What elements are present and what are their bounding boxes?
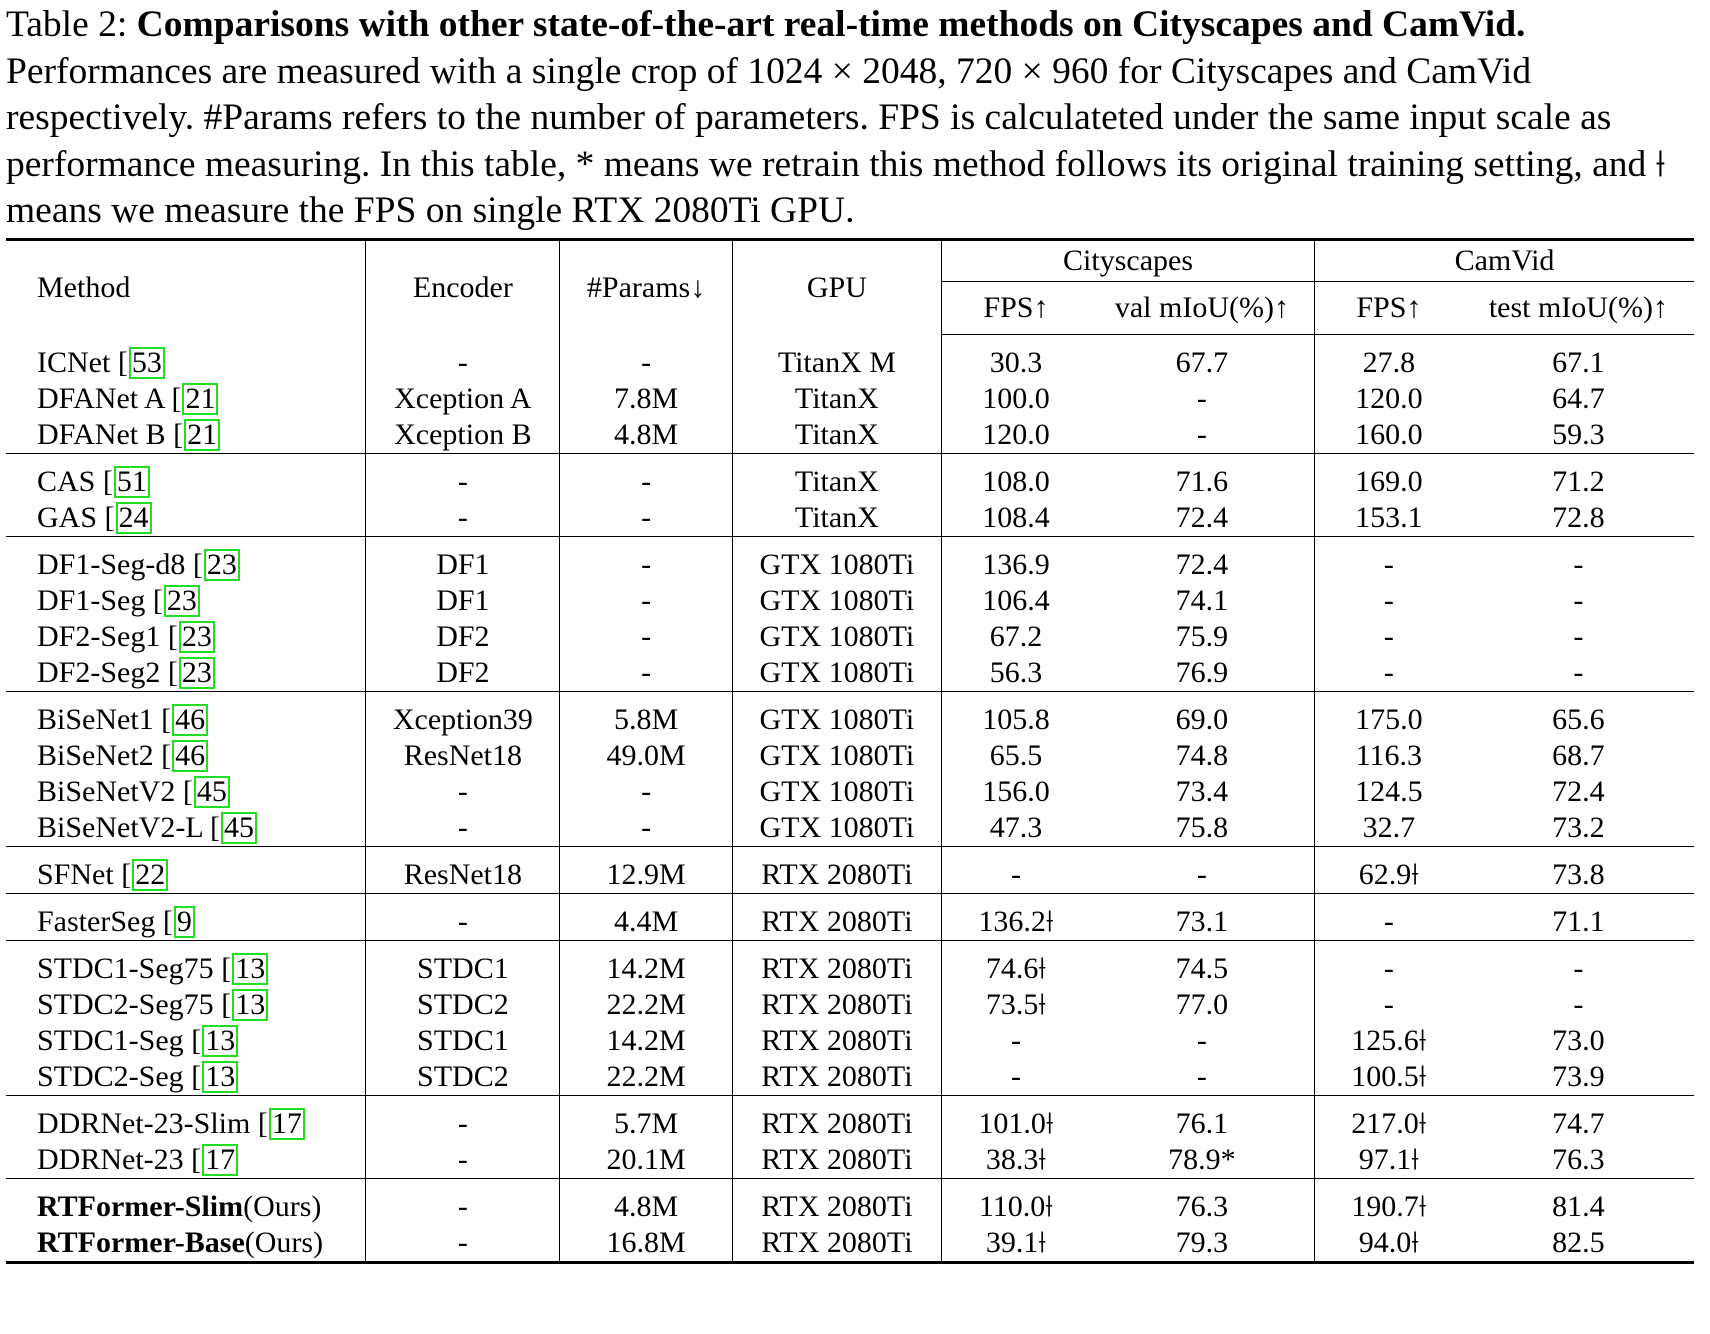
cell-encoder: - (366, 1142, 560, 1179)
cell-gpu: RTX 2080Ti (732, 1059, 941, 1096)
cell-encoder: DF1 (366, 583, 560, 619)
cell-city-fps: 56.3 (942, 655, 1090, 692)
cell-city-miou: 74.1 (1090, 583, 1315, 619)
cell-city-fps: 110.0⟊ (978, 1190, 1053, 1223)
table-row (6, 987, 1694, 1023)
table-body (6, 335, 1694, 1263)
cell-city-miou: 77.0 (1090, 987, 1315, 1023)
cell-method: DF2-Seg1 [ 23 (6, 619, 366, 655)
table-caption (6, 2, 1706, 235)
method-name: STDC1-Seg75 (37, 952, 214, 985)
table-row (6, 335, 1694, 382)
cell-encoder: DF2 (366, 619, 560, 655)
cell-cam-fps: 62.9⟊ (1314, 847, 1462, 894)
cell-city-fps: 30.3 (989, 346, 1043, 379)
cell-params: 22.2M (560, 987, 732, 1023)
cell-params: - (560, 619, 732, 655)
cell-params: 49.0M (560, 738, 732, 774)
cell-city-miou: 76.1 (1090, 1096, 1315, 1143)
cell-encoder: - (366, 500, 560, 537)
cell-method: DDRNet-23 [ 17 (6, 1142, 366, 1179)
cell-city-fps: 100.0 (982, 382, 1050, 415)
cell-city-fps: 73.5⟊ (985, 988, 1047, 1021)
cell-city-miou: - (1090, 1023, 1315, 1059)
table-row (6, 1059, 1694, 1096)
cell-cam-fps: 160.0 (1314, 417, 1462, 454)
table-row (6, 1096, 1694, 1143)
cell-city-fps: 136.9 (982, 548, 1050, 581)
cell-cam-fps: 175.0 (1355, 703, 1423, 736)
cell-gpu: TitanX (732, 500, 941, 537)
cell-params: 22.2M (560, 1059, 732, 1096)
citation-link[interactable]: 23 (164, 585, 200, 617)
method-name: DFANet B (37, 418, 166, 451)
cell-encoder: - (366, 1179, 560, 1226)
cell-encoder: - (366, 1225, 560, 1263)
cell-encoder: STDC2 (366, 987, 560, 1023)
cell-params: 7.8M (560, 381, 732, 417)
citation-link[interactable]: 51 (114, 466, 150, 498)
cell-method: BiSeNetV2-L [ 45 (6, 810, 366, 847)
table-row (6, 692, 1694, 739)
cell-city-miou: - (1090, 381, 1315, 417)
cell-gpu: GTX 1080Ti (732, 810, 941, 847)
cell-cam-fps: 125.6⟊ (1351, 1024, 1427, 1057)
cell-encoder: Xception B (366, 417, 560, 454)
cell-params: 12.9M (560, 847, 732, 894)
citation-link[interactable]: 22 (132, 859, 168, 891)
cell-cam-miou: - (1573, 620, 1584, 653)
cell-city-fps: 108.4 (942, 500, 1090, 537)
cell-cam-fps: - (1314, 655, 1462, 692)
cell-cam-miou: 73.9 (1463, 1059, 1694, 1096)
citation-link[interactable]: 21 (184, 419, 220, 451)
cell-city-miou: 76.3 (1090, 1179, 1315, 1226)
cell-city-fps: - (1010, 1024, 1021, 1057)
cell-encoder: - (366, 894, 560, 941)
cell-cam-miou: - (1463, 655, 1694, 692)
cell-cam-fps: 190.7⟊ (1351, 1190, 1427, 1223)
cell-params: - (560, 537, 732, 584)
header-city-fps: FPS↑ (942, 282, 1090, 335)
cell-gpu: TitanX (732, 454, 941, 501)
cell-gpu: GTX 1080Ti (732, 537, 941, 584)
method-name: RTFormer-Slim (37, 1190, 244, 1223)
cell-encoder: Xception39 (366, 692, 560, 739)
cell-gpu: RTX 2080Ti (732, 894, 941, 941)
cell-gpu: GTX 1080Ti (732, 583, 941, 619)
cell-cam-fps: 32.7 (1314, 810, 1462, 847)
table-row (6, 1142, 1694, 1179)
cell-city-fps: 47.3 (942, 810, 1090, 847)
cell-city-fps: 65.5 (989, 739, 1043, 772)
cell-cam-miou: 59.3 (1463, 417, 1694, 454)
cell-gpu: RTX 2080Ti (732, 847, 941, 894)
table-row (6, 619, 1694, 655)
cell-method: DFANet A [ 21 (6, 381, 366, 417)
cell-city-fps: 156.0 (982, 775, 1050, 808)
citation-link[interactable]: 17 (269, 1108, 305, 1140)
method-name: FasterSeg (37, 905, 156, 938)
cell-gpu: RTX 2080Ti (732, 1142, 941, 1179)
table-header (6, 240, 1694, 335)
table-row (6, 417, 1694, 454)
cell-city-miou: 73.4 (1090, 774, 1315, 810)
cell-city-miou: 78.9* (1090, 1142, 1315, 1179)
cell-params: 4.8M (560, 1179, 732, 1226)
table-row (6, 847, 1694, 894)
header-gpu: GPU (732, 240, 941, 335)
cell-cam-miou: 81.4 (1552, 1190, 1605, 1223)
cell-city-fps: 108.0 (982, 465, 1050, 498)
cell-method: DF1-Seg-d8 [ 23 (6, 537, 366, 584)
table-row (6, 941, 1694, 988)
method-name: STDC2-Seg75 (37, 988, 214, 1021)
cell-params: 20.1M (560, 1142, 732, 1179)
table-row (6, 774, 1694, 810)
cell-city-fps: 67.2 (989, 620, 1043, 653)
cell-cam-miou: 73.8 (1463, 847, 1694, 894)
cell-method: ICNet [ 53 (6, 335, 366, 382)
cell-city-fps: 136.2⟊ (942, 894, 1090, 941)
cell-cam-miou: 67.1 (1552, 346, 1605, 379)
cell-gpu: RTX 2080Ti (732, 1023, 941, 1059)
cell-cam-miou: 72.4 (1552, 775, 1605, 808)
cell-cam-miou: - (1573, 988, 1584, 1021)
cell-city-fps: 38.3⟊ (942, 1142, 1090, 1179)
cell-gpu: RTX 2080Ti (732, 1096, 941, 1143)
cell-method: STDC1-Seg [ 13 (6, 1023, 366, 1059)
citation-link[interactable]: 13 (202, 1025, 238, 1057)
citation-link[interactable]: 46 (172, 740, 208, 772)
cell-params: 14.2M (560, 941, 732, 988)
cell-cam-fps: 153.1 (1314, 500, 1462, 537)
cell-gpu: GTX 1080Ti (732, 619, 941, 655)
cell-city-fps: 106.4 (982, 584, 1050, 617)
method-name: DF2-Seg2 (37, 656, 161, 689)
cell-gpu: RTX 2080Ti (732, 1179, 941, 1226)
citation-link[interactable]: 53 (129, 347, 165, 379)
cell-params: 5.8M (560, 692, 732, 739)
citation-link[interactable]: 45 (194, 776, 230, 808)
citation-link[interactable]: 13 (232, 989, 268, 1021)
cell-method: FasterSeg [ 9 (6, 894, 366, 941)
cell-encoder: DF2 (366, 655, 560, 692)
cell-encoder: - (366, 774, 560, 810)
cell-params: - (560, 500, 732, 537)
citation-link[interactable]: 13 (232, 953, 268, 985)
header-encoder: Encoder (366, 240, 560, 335)
method-name: DF2-Seg1 (37, 620, 161, 653)
header-city-miou: val mIoU(%)↑ (1090, 282, 1315, 335)
cell-cam-fps: 97.1⟊ (1314, 1142, 1462, 1179)
cell-gpu: GTX 1080Ti (732, 655, 941, 692)
cell-method (6, 1225, 366, 1263)
cell-city-miou: - (1090, 417, 1315, 454)
method-name: SFNet (37, 858, 114, 891)
citation-link[interactable]: 13 (202, 1061, 238, 1093)
cell-cam-fps: - (1383, 988, 1394, 1021)
cell-params: - (560, 655, 732, 692)
cell-city-miou: 76.9 (1090, 655, 1315, 692)
cell-encoder: ResNet18 (366, 847, 560, 894)
table-row (6, 1225, 1694, 1263)
cell-cam-fps: - (1383, 548, 1394, 581)
table-row (6, 537, 1694, 584)
caption-label: Table 2: (6, 4, 128, 45)
table-row (6, 1023, 1694, 1059)
cell-encoder: STDC2 (366, 1059, 560, 1096)
citation-link[interactable]: 9 (174, 906, 195, 938)
cell-encoder: ResNet18 (366, 738, 560, 774)
cell-cam-fps: 116.3 (1355, 739, 1423, 772)
method-name: DDRNet-23 (37, 1143, 184, 1176)
cell-method: GAS [ 24 (6, 500, 366, 537)
cell-gpu: TitanX (732, 381, 941, 417)
cell-encoder: Xception A (366, 381, 560, 417)
cell-cam-miou: 73.2 (1463, 810, 1694, 847)
cell-method: STDC2-Seg75 [ 13 (6, 987, 366, 1023)
table-row (6, 894, 1694, 941)
cell-method: DDRNet-23-Slim [ 17 (6, 1096, 366, 1143)
cell-params: 14.2M (560, 1023, 732, 1059)
caption-body: Performances are measured with a single crop of 1024 × 2048, 720 × 960 for Cityscapes and CamVid respectively. #Params refers to the number of parameters. FPS is calculateted under the same input scale as performance measuring. In this table, * means we retrain this method follows its original training setting, and ⟊ means we measure the FPS on single RTX 2080Ti GPU. (6, 50, 1666, 231)
cell-gpu: TitanX M (732, 335, 941, 382)
cell-city-fps: 120.0 (942, 417, 1090, 454)
cell-city-fps: 74.6⟊ (985, 952, 1047, 985)
table-row (6, 381, 1694, 417)
header-cam-miou: test mIoU(%)↑ (1463, 282, 1694, 335)
cell-encoder: STDC1 (366, 941, 560, 988)
cell-cam-fps: - (1383, 584, 1394, 617)
method-name: BiSeNet1 (37, 703, 154, 736)
cell-city-miou: 72.4 (1090, 537, 1315, 584)
cell-city-fps: 101.0⟊ (978, 1107, 1054, 1140)
table-row (6, 810, 1694, 847)
cell-params: 5.7M (560, 1096, 732, 1143)
cell-gpu: GTX 1080Ti (732, 738, 941, 774)
citation-link[interactable]: 23 (179, 657, 215, 689)
cell-encoder: STDC1 (366, 1023, 560, 1059)
header-params: #Params↓ (560, 240, 732, 335)
cell-cam-fps: 27.8 (1362, 346, 1416, 379)
method-name: DF1-Seg (37, 584, 146, 617)
cell-city-miou: 79.3 (1090, 1225, 1315, 1263)
header-camvid: CamVid (1314, 240, 1694, 282)
cell-gpu: RTX 2080Ti (732, 941, 941, 988)
cell-cam-fps: 169.0 (1355, 465, 1423, 498)
cell-cam-miou: 76.3 (1463, 1142, 1694, 1179)
cell-cam-miou: 82.5 (1463, 1225, 1694, 1263)
citation-link[interactable]: 46 (172, 704, 208, 736)
cell-gpu: RTX 2080Ti (732, 987, 941, 1023)
cell-cam-miou: 64.7 (1552, 382, 1605, 415)
cell-method: DF2-Seg2 [ 23 (6, 655, 366, 692)
cell-encoder: - (366, 454, 560, 501)
cell-city-fps: 39.1⟊ (942, 1225, 1090, 1263)
cell-cam-miou: - (1573, 952, 1584, 985)
cell-city-miou: 67.7 (1090, 335, 1315, 382)
citation-link[interactable]: 21 (182, 383, 218, 415)
cell-cam-miou: - (1573, 584, 1584, 617)
cell-city-miou: 75.9 (1090, 619, 1315, 655)
cell-cam-miou: - (1573, 548, 1584, 581)
method-name: GAS (37, 501, 98, 534)
header-row-1 (6, 240, 1694, 282)
citation-link[interactable]: 17 (202, 1144, 238, 1176)
cell-params: - (560, 583, 732, 619)
cell-cam-fps: 217.0⟊ (1351, 1107, 1427, 1140)
citation-link[interactable]: 23 (204, 549, 240, 581)
cell-city-fps: 105.8 (982, 703, 1050, 736)
citation-link[interactable]: 23 (179, 621, 215, 653)
header-method: Method (6, 240, 366, 335)
cell-method: STDC2-Seg [ 13 (6, 1059, 366, 1096)
cell-cam-fps: - (1314, 894, 1462, 941)
method-suffix: (Ours) (243, 1190, 322, 1223)
cell-params: - (560, 810, 732, 847)
cell-gpu: TitanX (732, 417, 941, 454)
method-name: BiSeNetV2 (37, 775, 176, 808)
cell-params: 4.4M (560, 894, 732, 941)
cell-params: - (560, 774, 732, 810)
cell-city-miou: 71.6 (1090, 454, 1315, 501)
cell-cam-miou: 74.7 (1552, 1107, 1605, 1140)
cell-cam-fps: 124.5 (1355, 775, 1423, 808)
cell-encoder: DF1 (366, 537, 560, 584)
cell-encoder: - (366, 335, 560, 382)
cell-cam-miou: 71.2 (1552, 465, 1605, 498)
table-row (6, 655, 1694, 692)
cell-city-miou: - (1090, 1059, 1315, 1096)
cell-city-fps: - (942, 847, 1090, 894)
cell-city-miou: 75.8 (1090, 810, 1315, 847)
cell-encoder: - (366, 1096, 560, 1143)
method-name: STDC1-Seg (37, 1024, 184, 1057)
method-name: RTFormer-Base (37, 1226, 245, 1259)
cell-params: 4.8M (560, 417, 732, 454)
cell-cam-miou: 72.8 (1463, 500, 1694, 537)
cell-cam-fps: 120.0 (1355, 382, 1423, 415)
cell-method: SFNet [ 22 (6, 847, 366, 894)
cell-method: DF1-Seg [ 23 (6, 583, 366, 619)
method-name: DF1-Seg-d8 (37, 548, 186, 581)
method-name: BiSeNetV2-L (37, 811, 203, 844)
method-name: DDRNet-23-Slim (37, 1107, 251, 1140)
method-name: ICNet (37, 345, 111, 379)
cell-cam-fps: - (1383, 620, 1394, 653)
cell-city-miou: 69.0 (1090, 692, 1315, 739)
cell-city-miou: - (1090, 847, 1315, 894)
cell-params: 16.8M (560, 1225, 732, 1263)
cell-encoder: - (366, 810, 560, 847)
cell-cam-fps: 94.0⟊ (1314, 1225, 1462, 1263)
citation-link[interactable]: 24 (116, 502, 152, 534)
cell-city-miou: 72.4 (1090, 500, 1315, 537)
cell-city-miou: 74.8 (1090, 738, 1315, 774)
cell-city-miou: 73.1 (1090, 894, 1315, 941)
cell-cam-miou: 71.1 (1463, 894, 1694, 941)
method-name: CAS (37, 465, 96, 498)
table-row (6, 738, 1694, 774)
cell-method: BiSeNet2 [ 46 (6, 738, 366, 774)
cell-method (6, 1179, 366, 1226)
table-row (6, 1179, 1694, 1226)
caption-title: Comparisons with other state-of-the-art real-time methods on Cityscapes and CamVid. (136, 4, 1526, 45)
header-cityscapes: Cityscapes (942, 240, 1315, 282)
cell-gpu: RTX 2080Ti (732, 1225, 941, 1263)
cell-params: - (560, 335, 732, 382)
cell-params: - (560, 454, 732, 501)
cell-cam-miou: 73.0 (1552, 1024, 1605, 1057)
cell-city-fps: - (942, 1059, 1090, 1096)
method-name: STDC2-Seg (37, 1060, 184, 1093)
method-name: BiSeNet2 (37, 739, 154, 772)
cell-gpu: GTX 1080Ti (732, 774, 941, 810)
cell-cam-fps: - (1383, 952, 1394, 985)
cell-cam-fps: 100.5⟊ (1314, 1059, 1462, 1096)
cell-city-miou: 74.5 (1090, 941, 1315, 988)
cell-gpu: GTX 1080Ti (732, 692, 941, 739)
table-row (6, 500, 1694, 537)
cell-cam-miou: 65.6 (1552, 703, 1605, 736)
cell-method: DFANet B [ 21 (6, 417, 366, 454)
results-table (6, 238, 1694, 1264)
cell-method: BiSeNetV2 [ 45 (6, 774, 366, 810)
header-cam-fps: FPS↑ (1314, 282, 1462, 335)
cell-cam-miou: 68.7 (1552, 739, 1605, 772)
method-name: DFANet A (37, 382, 164, 415)
cell-method: BiSeNet1 [ 46 (6, 692, 366, 739)
citation-link[interactable]: 45 (221, 812, 257, 844)
cell-method: STDC1-Seg75 [ 13 (6, 941, 366, 988)
table-row (6, 583, 1694, 619)
table-row (6, 454, 1694, 501)
method-suffix: (Ours) (244, 1226, 324, 1259)
cell-method: CAS [ 51 (6, 454, 366, 501)
